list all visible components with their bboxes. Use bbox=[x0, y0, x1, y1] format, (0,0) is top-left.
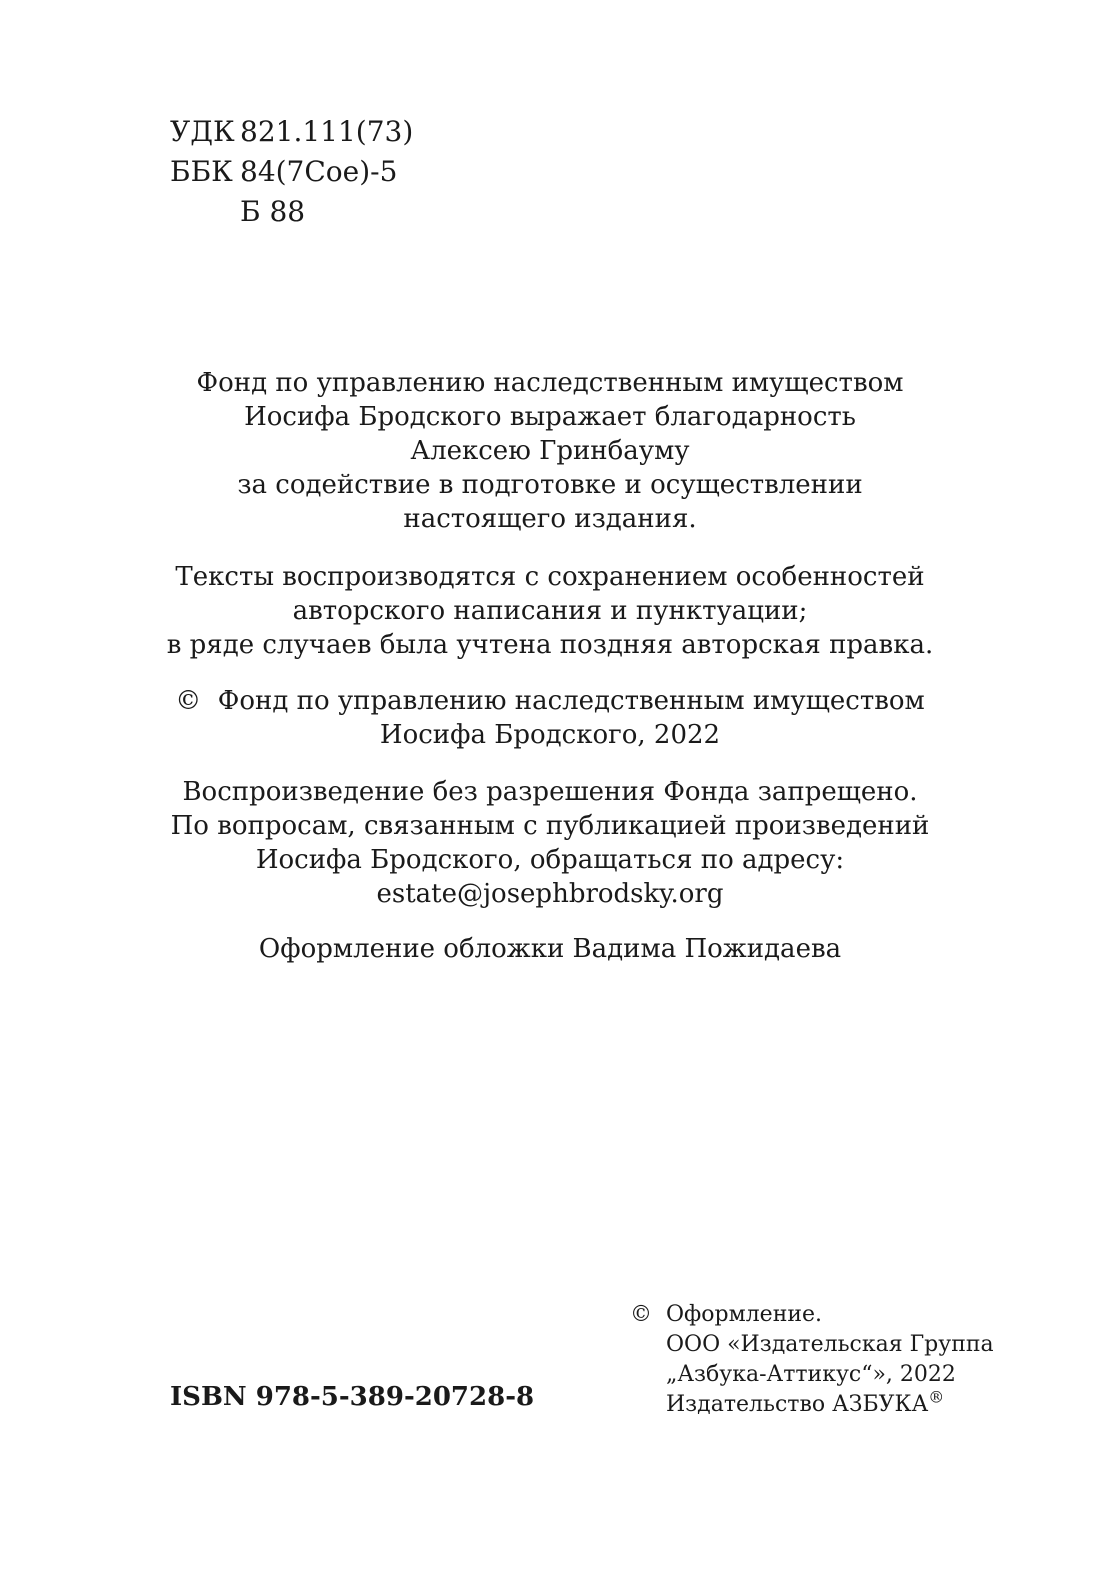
author-mark: Б 88 bbox=[240, 195, 306, 228]
editorial-note-line: авторского написания и пунктуации; bbox=[292, 596, 808, 626]
bbk-value: 84(7Сое)-5 bbox=[240, 155, 398, 188]
bbk-row bbox=[170, 152, 413, 192]
rights-block bbox=[0, 775, 1100, 911]
rights-line: Воспроизведение без разрешения Фонда запрещено. bbox=[182, 777, 918, 807]
copyright-line: Иосифа Бродского, 2022 bbox=[379, 720, 721, 750]
contact-email: estate@josephbrodsky.org bbox=[376, 879, 724, 909]
bbk-label: ББК bbox=[170, 155, 233, 188]
acknowledgement-line: Фонд по управлению наследственным имуществом bbox=[196, 368, 904, 398]
editorial-note-line: Тексты воспроизводятся с сохранением особенностей bbox=[175, 562, 925, 592]
editorial-note-block bbox=[0, 560, 1100, 662]
registered-mark: ® bbox=[928, 1387, 945, 1407]
author-mark-row bbox=[170, 192, 413, 232]
copyright-holder: Фонд по управлению наследственным имуществом bbox=[217, 686, 925, 716]
acknowledgement-line: Иосифа Бродского выражает благодарность bbox=[244, 402, 856, 432]
editorial-note-line: в ряде случаев была учтена поздняя авторская правка. bbox=[166, 630, 934, 660]
publisher-design-label: Оформление. bbox=[666, 1302, 823, 1327]
cover-credit-line: Оформление обложки Вадима Пожидаева bbox=[258, 934, 842, 964]
publisher-copyright-symbol: © bbox=[630, 1302, 652, 1327]
publisher-block bbox=[630, 1300, 994, 1420]
acknowledgement-line: настоящего издания. bbox=[403, 504, 697, 534]
cover-credit bbox=[0, 932, 1100, 966]
isbn: ISBN 978-5-389-20728-8 bbox=[170, 1382, 535, 1412]
udk-label: УДК bbox=[170, 115, 235, 148]
copyright-line bbox=[0, 684, 1100, 718]
udk-row bbox=[170, 112, 413, 152]
publisher-line bbox=[630, 1300, 994, 1330]
udk-value: 821.111(73) bbox=[240, 115, 414, 148]
acknowledgement-line: Алексею Гринбауму bbox=[410, 436, 690, 466]
copyright-block bbox=[0, 684, 1100, 752]
classification-block bbox=[170, 112, 413, 232]
copyright-symbol: © bbox=[175, 686, 202, 716]
publisher-imprint: Издательство АЗБУКА bbox=[666, 1392, 929, 1417]
acknowledgement-block bbox=[0, 366, 1100, 536]
publisher-line: ООО «Издательская Группа bbox=[666, 1332, 994, 1357]
rights-line: Иосифа Бродского, обращаться по адресу: bbox=[255, 845, 845, 875]
rights-line: По вопросам, связанным с публикацией произведений bbox=[170, 811, 930, 841]
publisher-line: „Азбука-Аттикус“», 2022 bbox=[666, 1362, 956, 1387]
acknowledgement-line: за содействие в подготовке и осуществлении bbox=[237, 470, 863, 500]
publisher-line bbox=[630, 1387, 994, 1420]
